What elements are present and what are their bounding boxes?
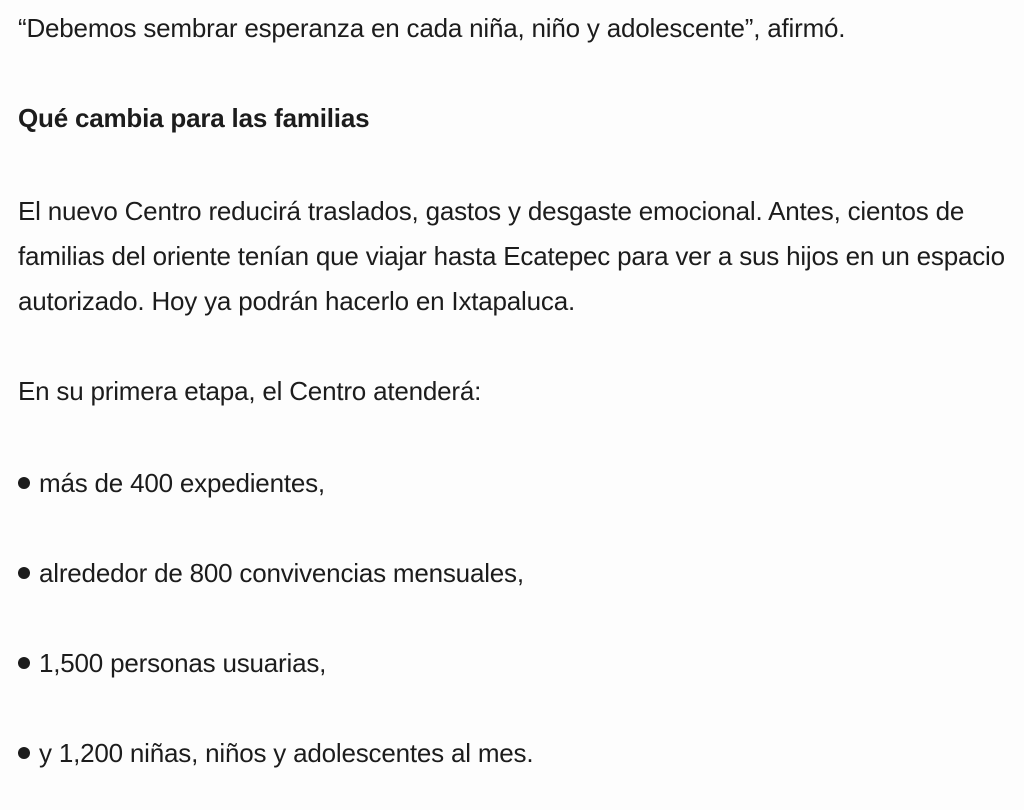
list-item <box>18 551 524 596</box>
list-item-text: y 1,200 niñas, niños y adolescentes al mes. <box>39 738 534 768</box>
list-item <box>18 731 533 776</box>
list-item <box>18 641 326 686</box>
list-item-text: 1,500 personas usuarias, <box>39 648 327 678</box>
bullet-icon <box>18 747 30 759</box>
list-item-text: más de 400 expedientes, <box>39 468 325 498</box>
list-intro: En su primera etapa, el Centro atenderá: <box>18 376 482 406</box>
quote-paragraph: “Debemos sembrar esperanza en cada niña, niño y adolescente”, afirmó. <box>18 13 846 43</box>
list-item-text: alrededor de 800 convivencias mensuales, <box>39 558 524 588</box>
bullet-icon <box>18 477 30 489</box>
section-heading: Qué cambia para las familias <box>18 103 370 133</box>
body-paragraph: El nuevo Centro reducirá traslados, gastos y desgaste emocional. Antes, cientos de familias del oriente tenían que viajar hasta Ecatepec para ver a sus hijos en un espacio autorizado. Hoy ya podrán hacerlo en Ixtapaluca. <box>18 196 1005 316</box>
bullet-icon <box>18 567 30 579</box>
bullet-icon <box>18 657 30 669</box>
list-item <box>18 461 325 506</box>
